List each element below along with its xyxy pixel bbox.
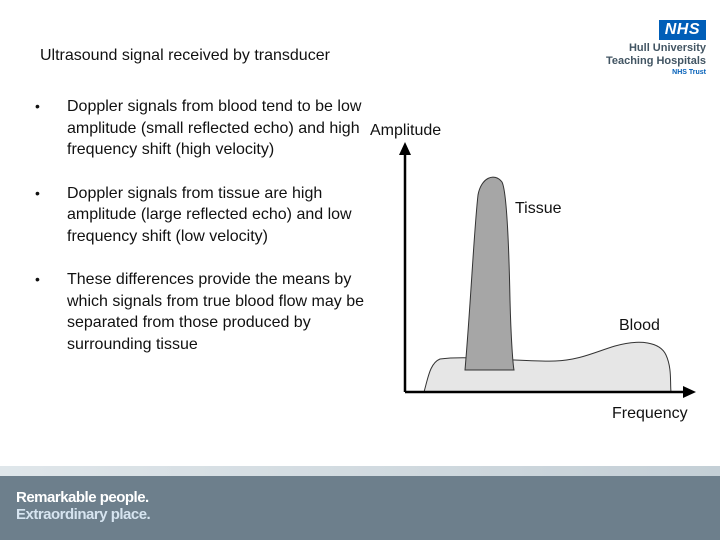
bullet-separation: • These differences provide the means by which signals from true blood flow may be separated from those produced by surrounding tissue xyxy=(35,269,365,355)
logo-line-hull-university: Hull University xyxy=(628,42,706,54)
footer-slogan-line1: Remarkable people. xyxy=(16,489,149,506)
x-axis-label: Frequency xyxy=(612,405,688,422)
x-axis-arrowhead xyxy=(683,386,696,398)
y-axis-label: Amplitude xyxy=(370,122,442,139)
logo-line-nhs-trust: NHS Trust xyxy=(672,69,706,76)
tissue-label: Tissue xyxy=(515,200,562,217)
logo-line-teaching-hospitals: Teaching Hospitals xyxy=(605,55,706,67)
nhs-badge: NHS xyxy=(659,20,706,40)
blood-label: Blood xyxy=(619,317,660,334)
slide-title: Ultrasound signal received by transducer xyxy=(40,47,330,64)
y-axis-arrowhead xyxy=(399,142,411,155)
blood-signal-shape xyxy=(424,342,671,392)
footer-banner xyxy=(0,466,720,540)
footer-highlight-band xyxy=(0,466,720,476)
tissue-signal-shape xyxy=(465,177,514,370)
bullet-tissue-signals: • Doppler signals from tissue are high amplitude (large reflected echo) and low frequency shift (low velocity) xyxy=(35,183,365,248)
footer-slogan-line2: Extraordinary place. xyxy=(16,506,151,523)
bullet-blood-signals: • Doppler signals from blood tend to be low amplitude (small reflected echo) and high frequency shift (high velocity) xyxy=(35,96,365,161)
